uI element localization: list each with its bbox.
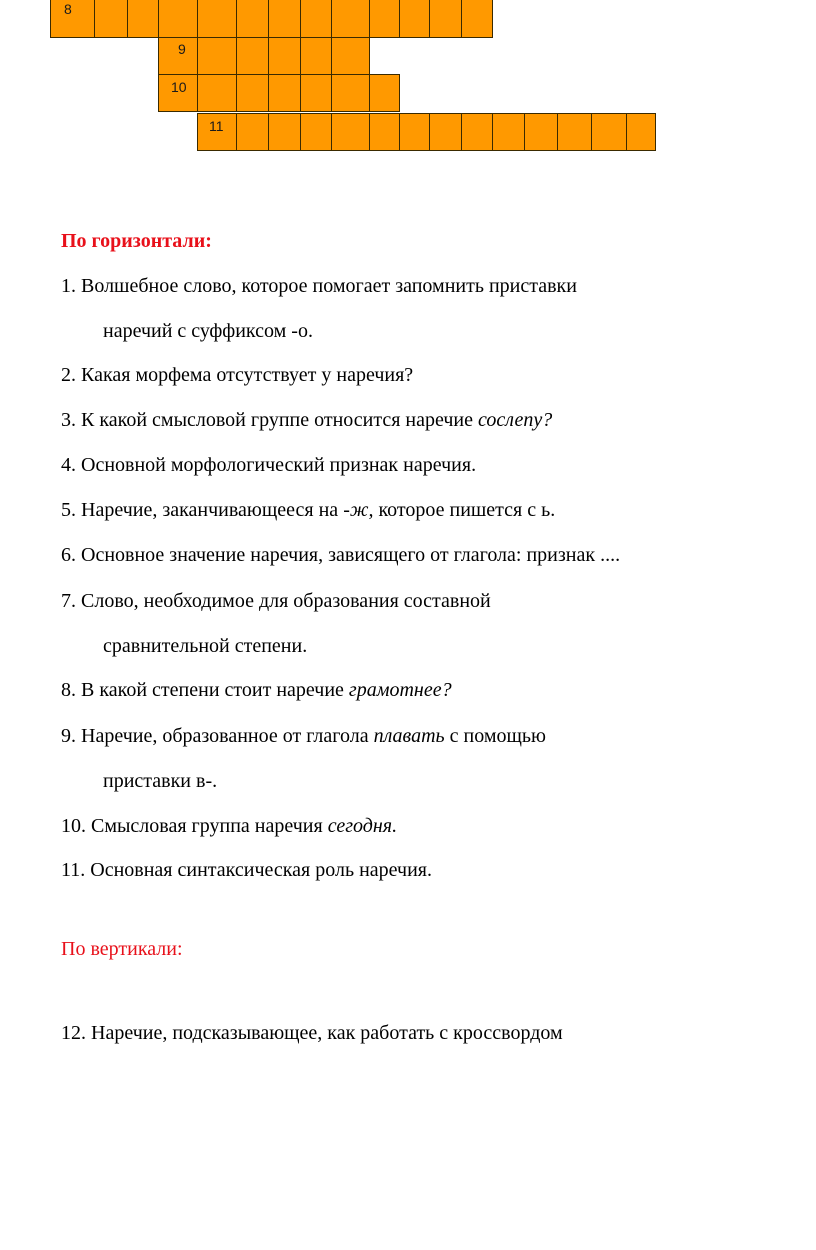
crossword-cell[interactable]: [429, 0, 462, 38]
clue-8: [61, 679, 452, 702]
crossword-cell[interactable]: [197, 74, 237, 112]
crossword-cell[interactable]: [236, 74, 269, 112]
clue-8-text: 8. В какой степени стоит наречие: [61, 679, 349, 701]
crossword-cell[interactable]: [557, 113, 592, 151]
clue-3-italic: сослепу?: [478, 409, 553, 431]
clue-9-line-2: приставки в-.: [103, 770, 218, 792]
crossword-cell[interactable]: [236, 0, 269, 38]
crossword-cell[interactable]: [197, 0, 237, 38]
vertical-heading: По вертикали:: [61, 938, 183, 960]
clue-9: [61, 725, 546, 748]
crossword-cell[interactable]: [429, 113, 462, 151]
clue-12: 12. Наречие, подсказывающее, как работать с кроссвордом: [61, 1022, 563, 1044]
crossword-cell[interactable]: [591, 113, 627, 151]
clue-7-line-1: 7. Слово, необходимое для образования составной: [61, 590, 491, 612]
clue-number: 10: [171, 79, 187, 95]
crossword-cell[interactable]: [94, 0, 128, 38]
clue-10-italic: сегодня.: [327, 815, 398, 837]
clue-5-text: 5. Наречие, заканчивающееся на: [61, 499, 344, 521]
clue-9-after: с помощью: [444, 725, 546, 747]
crossword-cell[interactable]: [369, 113, 400, 151]
crossword-cell[interactable]: [268, 113, 301, 151]
crossword-cell[interactable]: [300, 113, 332, 151]
horizontal-heading: По горизонтали:: [61, 230, 212, 252]
clue-2: 2. Какая морфема отсутствует у наречия?: [61, 364, 414, 386]
clue-5-italic: -ж,: [343, 499, 374, 521]
crossword-cell[interactable]: [626, 113, 656, 151]
crossword-cell[interactable]: [524, 113, 558, 151]
clue-9-italic: плавать: [373, 725, 445, 747]
crossword-cell[interactable]: [158, 74, 198, 112]
clue-7-line-2: сравнительной степени.: [103, 635, 308, 657]
crossword-cell[interactable]: [369, 0, 400, 38]
crossword-cell[interactable]: [461, 113, 493, 151]
crossword-cell[interactable]: [492, 113, 525, 151]
clue-4: 4. Основной морфологический признак наречия.: [61, 454, 477, 476]
crossword-cell[interactable]: [461, 0, 493, 38]
crossword-cell[interactable]: [331, 74, 370, 112]
clue-5: [61, 499, 555, 522]
clue-11: 11. Основная синтаксическая роль наречия.: [61, 859, 433, 881]
clue-1-line-1: 1. Волшебное слово, которое помогает запомнить приставки: [61, 275, 577, 297]
crossword-cell[interactable]: [399, 113, 430, 151]
clue-3-text: 3. К какой смысловой группе относится наречие: [61, 409, 479, 431]
clue-number: 8: [64, 1, 72, 17]
crossword-cell[interactable]: [331, 0, 370, 38]
crossword-cell[interactable]: [158, 0, 198, 38]
clue-number: 9: [178, 41, 186, 57]
crossword-cell[interactable]: [158, 37, 198, 75]
crossword-cell[interactable]: [300, 74, 332, 112]
crossword-cell[interactable]: [268, 74, 301, 112]
crossword-cell[interactable]: [300, 37, 332, 75]
crossword-cell[interactable]: [50, 0, 95, 38]
clue-1-line-2: наречий с суффиксом -о.: [103, 320, 313, 342]
crossword-cell[interactable]: [399, 0, 430, 38]
crossword-cell[interactable]: [236, 113, 269, 151]
clue-3: [61, 409, 552, 432]
clue-number: 11: [209, 118, 224, 134]
clue-6: 6. Основное значение наречия, зависящего от глагола: признак ....: [61, 544, 621, 566]
crossword-cell[interactable]: [369, 74, 400, 112]
crossword-cell[interactable]: [268, 37, 301, 75]
crossword-cell[interactable]: [331, 37, 370, 75]
clue-10-text: 10. Смысловая группа наречия: [61, 815, 328, 837]
crossword-cell[interactable]: [331, 113, 370, 151]
clue-5-after: которое пишется с ь.: [373, 499, 556, 521]
crossword-cell[interactable]: [197, 113, 237, 151]
crossword-cell[interactable]: [268, 0, 301, 38]
crossword-cell[interactable]: [197, 37, 237, 75]
clue-8-italic: грамотнее?: [348, 679, 452, 701]
crossword-cell[interactable]: [236, 37, 269, 75]
crossword-cell[interactable]: [300, 0, 332, 38]
crossword-cell[interactable]: [127, 0, 159, 38]
clue-9-text: 9. Наречие, образованное от глагола: [61, 725, 374, 747]
clue-10: [61, 815, 397, 838]
